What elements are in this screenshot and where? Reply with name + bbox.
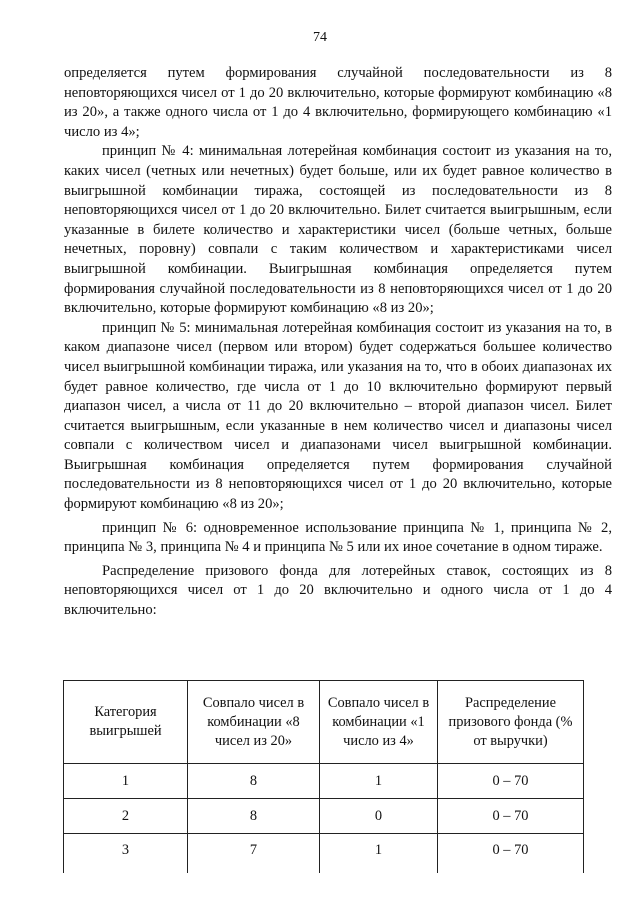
table-cell: 1 xyxy=(320,834,438,874)
page-number: 74 xyxy=(313,30,327,45)
paragraph: Распределение призового фонда для лотерейных ставок, состоящих из 8 неповторяющихся чисел от 1 до 20 включительно и одного числа от 1 до 4 включительно: xyxy=(64,562,612,619)
table-cell: 1 xyxy=(320,764,438,799)
paragraph: принцип № 5: минимальная лотерейная комбинация состоит из указания на то, в каком диапазоне чисел (первом или втором) будет содержаться большее количество чисел выигрышной комбинации тиража, или указания на то, что в обоих диапазонах их будет равное количество, где числа от 1 до 10 включительно формируют первый диапазон чисел, а числа от 11 до 20 включительно – второй диапазон чисел. Билет считается выигрышным, если указанные в нем количество чисел и диапазоны чисел совпали с количеством чисел и диапазонами чисел выигрышной комбинации. Выигрышная комбинация определяется путем формирования случайной последовательности из 8 неповторяющихся чисел от 1 до 20 включительно, которые формируют комбинацию «8 из 20»; xyxy=(64,319,612,513)
table-cell: 0 – 70 xyxy=(438,834,584,874)
table-cell: 0 xyxy=(320,799,438,834)
table-cell: 7 xyxy=(188,834,320,874)
table-row xyxy=(64,799,584,834)
table-cell: 8 xyxy=(188,764,320,799)
table-cell: 1 xyxy=(64,764,188,799)
table-header-row xyxy=(64,681,584,764)
prize-distribution-table xyxy=(63,680,584,873)
header-match-8-of-20: Совпало чисел в комбинации «8 чисел из 20» xyxy=(188,681,320,764)
table-cell: 0 – 70 xyxy=(438,799,584,834)
table-cell: 2 xyxy=(64,799,188,834)
header-match-1-of-4: Совпало чисел в комбинации «1 число из 4» xyxy=(320,681,438,764)
table-cell: 8 xyxy=(188,799,320,834)
header-category: Категория выигрышей xyxy=(64,681,188,764)
table-row xyxy=(64,764,584,799)
paragraph: определяется путем формирования случайной последовательности из 8 неповторяющихся чисел от 1 до 20 включительно, которые формируют комбинацию «8 из 20», а также одного числа от 1 до 4 включительно, формирующего комбинацию «1 число из 4»; xyxy=(64,65,612,140)
table-cell: 3 xyxy=(64,834,188,874)
body-text xyxy=(64,64,612,621)
paragraph: принцип № 4: минимальная лотерейная комбинация состоит из указания на то, каких чисел (четных или нечетных) будет больше, или их будет равное количество в выигрышной комбинации тиража, состоящей из последовательности из 8 неповторяющихся чисел от 1 до 20 включительно. Билет считается выигрышным, если указанные в билете количество и характеристики чисел (больше четных, больше нечетных, поровну) совпали с таким количеством и характеристиками чисел выигрышной комбинации. Выигрышная комбинация определяется путем формирования случайной последовательности из 8 неповторяющихся чисел от 1 до 20 включительно, которые формируют комбинацию «8 из 20»; xyxy=(64,143,612,317)
header-prize-distribution: Распределение призового фонда (% от выручки) xyxy=(438,681,584,764)
table-row xyxy=(64,834,584,874)
paragraph: принцип № 6: одновременное использование принципа № 1, принципа № 2, принципа № 3, принципа № 4 и принципа № 5 или их иное сочетание в одном тираже. xyxy=(64,519,612,556)
table-cell: 0 – 70 xyxy=(438,764,584,799)
